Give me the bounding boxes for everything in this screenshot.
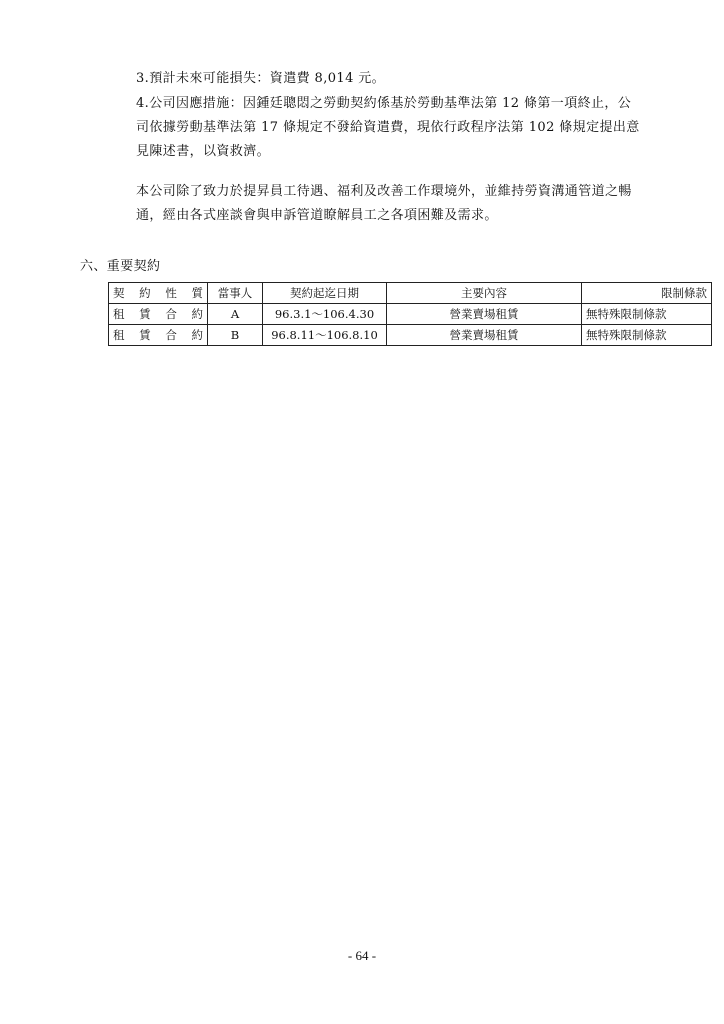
cell-party: B <box>208 325 263 346</box>
header-party: 當事人 <box>208 283 263 304</box>
section-heading: 六、重要契約 <box>80 259 161 274</box>
cell-contract-type: 租賃合約 <box>109 325 208 346</box>
header-main-content: 主要內容 <box>387 283 582 304</box>
response-measure-text-line-1: 4.公司因應措施：因鍾廷聰悶之勞動契約係基於勞動基準法第 12 條第一項終止，公 <box>136 96 632 111</box>
closing-paragraph-line-2: 通，經由各式座談會與申訴管道瞭解員工之各項困難及需求。 <box>136 208 498 223</box>
header-restriction-clause: 限制條款 <box>582 283 712 304</box>
cell-restriction-clause: 無特殊限制條款 <box>582 325 712 346</box>
table-row <box>109 304 712 325</box>
response-measure-text-line-3: 見陳述書，以資救濟。 <box>136 144 271 159</box>
cell-main-content: 營業賣場租賃 <box>387 325 582 346</box>
response-measure-text-line-2: 司依據勞動基準法第 17 條規定不發給資遣費，現依行政程序法第 102 條規定提出意 <box>136 120 640 135</box>
closing-paragraph-line-1: 本公司除了致力於提昇員工待遇、福利及改善工作環境外，並維持勞資溝通管道之暢 <box>136 184 632 199</box>
loss-estimate-text: 3.預計未來可能損失：資遣費 8,014 元。 <box>136 71 386 86</box>
table-row <box>109 325 712 346</box>
contracts-table <box>108 282 712 346</box>
cell-contract-period: 96.8.11～106.8.10 <box>263 325 387 346</box>
table-header-row <box>109 283 712 304</box>
page-number: - 64 - <box>347 948 377 963</box>
cell-party: A <box>208 304 263 325</box>
header-contract-type: 契約性質 <box>109 283 208 304</box>
header-contract-period: 契約起迄日期 <box>263 283 387 304</box>
cell-contract-period: 96.3.1～106.4.30 <box>263 304 387 325</box>
cell-main-content: 營業賣場租賃 <box>387 304 582 325</box>
cell-restriction-clause: 無特殊限制條款 <box>582 304 712 325</box>
cell-contract-type: 租賃合約 <box>109 304 208 325</box>
